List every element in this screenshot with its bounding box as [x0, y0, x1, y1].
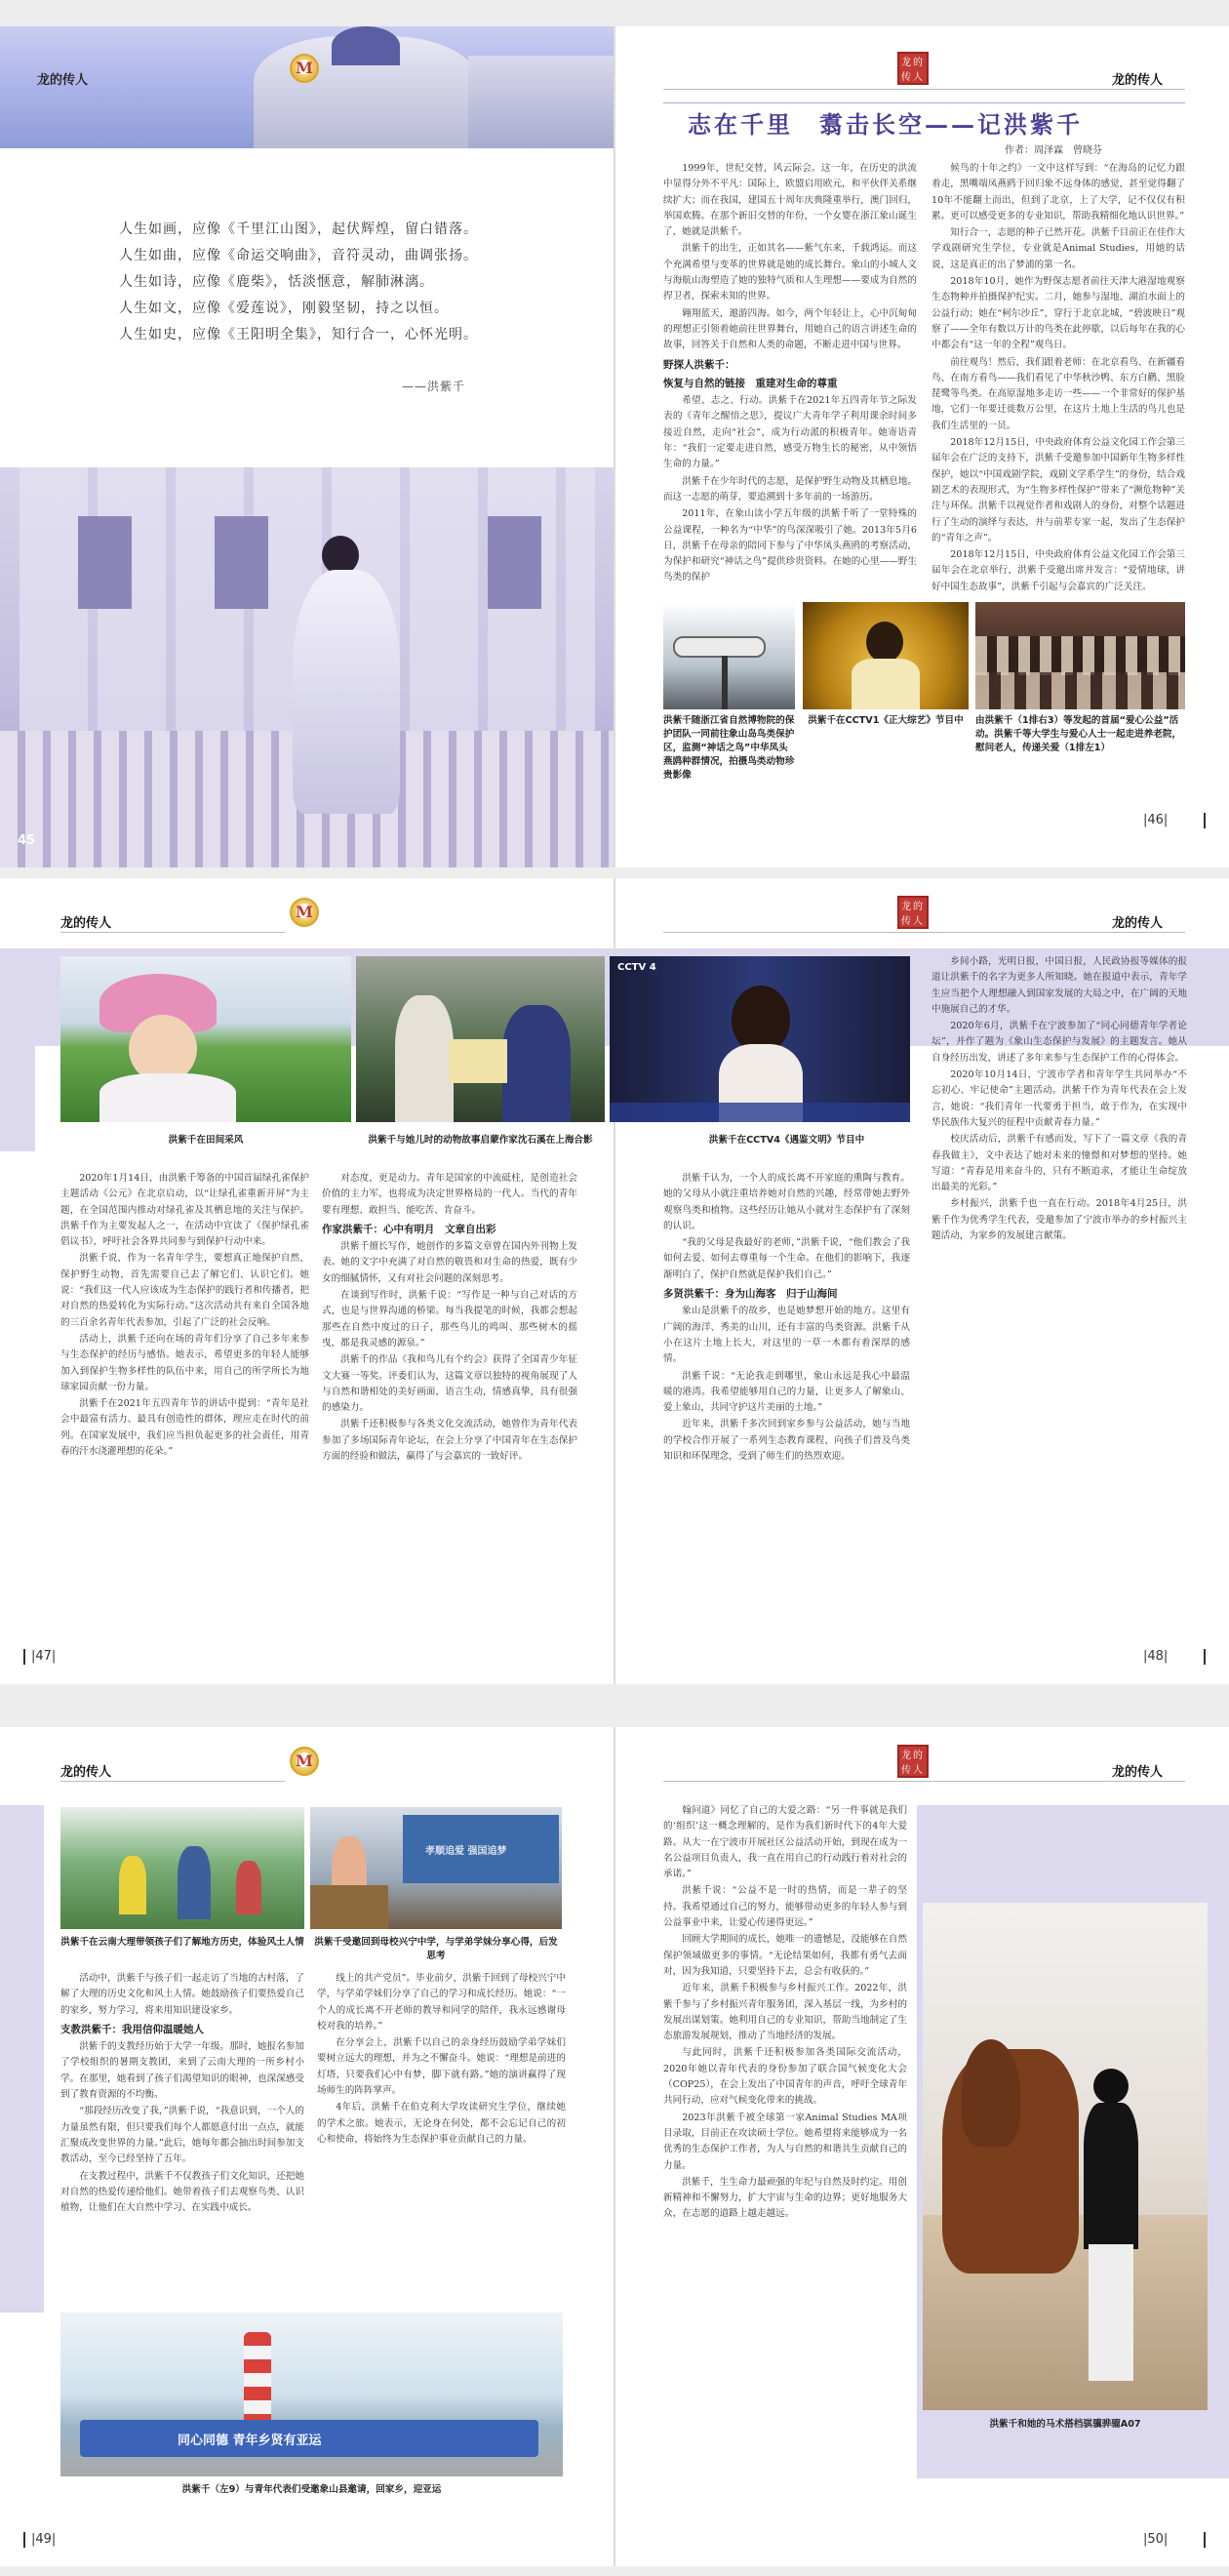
column-body: [317, 1971, 566, 2148]
photo-caption: 由洪紫千（1排右3）等发起的首届“爱心公益”活动。洪紫千等大学生与爱心人士一起走进养老院，慰问老人，传递关爱（1排左1）: [975, 715, 1182, 753]
author-meeting-photo: [356, 956, 605, 1122]
seal-stamp-icon: 龙的 传人: [897, 1745, 929, 1778]
paragraph: 在谈到写作时，洪紫千说：“写作是一种与自己对话的方式，也是与世界沟通的桥梁。每当我提笔的时候，我都会想起那些在自然中度过的日子，那些鸟儿的鸣叫、那些树木的摇曳，都是我灵感的源泉。”: [322, 1290, 577, 1348]
paragraph: 乡村振兴，洪紫千也一直在行动。2018年4月25日，洪紫千作为优秀学生代表，受邀参加了宁波市举办的乡村振兴主题活动，为家乡的发展建言献策。: [932, 1198, 1187, 1242]
paragraph: 象山是洪紫千的故乡，也是她梦想开始的地方。这里有广阔的海洋、秀美的山川，还有丰富的鸟类资源。洪紫千从小在这片土地上长大，对这里的一草一木都有着深厚的感情。: [663, 1306, 910, 1365]
poem-line: 人生如画，应像《千里江山图》，起伏辉煌，留白错落。: [119, 221, 478, 237]
spine: [614, 1727, 615, 2566]
magazine-header-left: 龙的传人: [60, 1765, 112, 1780]
paragraph: 洪紫千说：“公益不是一时的热情，而是一辈子的坚持。我希望通过自己的努力，能够带动更多的年轻人参与到公益事业中来，让爱心传递得更远。”: [663, 1885, 907, 1929]
magazine-header-right: 龙的传人: [1112, 1765, 1164, 1780]
paragraph: 洪紫千的作品《我和鸟儿有个约会》获得了全国青少年征文大赛一等奖。评委们认为，这篇文章以独特的视角展现了人与自然和谐相处的美好画面，语言生动，情感真挚，具有很强的感染力。: [322, 1354, 577, 1414]
magazine-logo-icon: M: [290, 898, 319, 927]
school-lecture-photo: [310, 1807, 562, 1929]
equestrian-photo: [923, 1903, 1208, 2410]
paragraph: 乡间小路，光明日报，中国日报，人民政协报等媒体的报道让洪紫千的名字为更多人所知晓。她在报道中表示，青年学生应当把个人理想融入到国家发展的大局之中，在广阔的天地中施展自己的才华。: [932, 956, 1187, 1015]
spread-pages-45-46: [0, 26, 1229, 867]
paragraph: 洪紫千的支教经历始于大学一年级。那时，她报名参加了学校组织的暑期支教团，来到了云南大理的一所乡村小学。在那里，她看到了孩子们渴望知识的眼神，也深深感受到了教育资源的不均衡。: [60, 2041, 304, 2101]
article-column-3: [60, 1171, 309, 1605]
section-heading: 恢复与自然的链接 重建对生命的尊重: [663, 377, 838, 389]
left-column-band: [0, 1805, 44, 2313]
page-number-right: |46|: [1143, 813, 1169, 827]
paragraph: 回顾大学期间的成长，她唯一的遗憾是，没能够在自然保护领域做更多的事情。“无论结果如何，我都有勇气去面对，因为我知道，只要坚持下去，总会有收获的。”: [663, 1934, 907, 1977]
cctv4-studio-photo: CCTV 4: [610, 956, 910, 1122]
page-number-right: |48|: [1143, 1649, 1169, 1664]
paragraph: 2020年6月，洪紫千在宁波参加了“同心同德青年学者论坛”，并作了题为《象山生态保护与发展》的主题发言。她从自身经历出发，讲述了多年来参与生态保护工作的心得体会。: [932, 1021, 1187, 1064]
paragraph: 洪紫千，生生命力最顽强的年纪与自然及时约定。用创新精神和不懈努力，扩大宇宙与生命的边界；更好地服务大众，在志愿的道路上越走越远。: [663, 2176, 907, 2220]
column-body: [932, 954, 1187, 1244]
paragraph: 洪紫千说，作为一名青年学生，要想真正地保护自然、保护野生动物，首先需要自己去了解它们、认识它们。她说：“我们这一代人应该成为生态保护的践行者和传播者，把对自然的热爱转化为实际行动。”这次活动共有来自全国各地的三百余名青年代表参加，引起了广泛的社会反响。: [60, 1253, 309, 1328]
poem-line: 人生如文，应像《爱莲说》，刚毅坚韧，持之以恒。: [119, 301, 449, 316]
photo-caption: 洪紫千与她儿时的动物故事启蒙作家沈石溪在上海合影: [368, 1135, 593, 1146]
section-heading: 作家洪紫千：心中有明月 文章自出彩: [322, 1223, 496, 1235]
page-number-left: |47|: [31, 1649, 57, 1664]
paragraph: 洪紫千认为，一个人的成长离不开家庭的熏陶与教育。她的父母从小就注重培养她对自然的兴趣，经常带她去野外观察鸟类和植物。这些经历让她从小就对生态保护有了深刻的认识。: [663, 1173, 910, 1231]
article-column-4: [322, 1171, 577, 1605]
page-number-bar: [1204, 1649, 1206, 1665]
magazine-logo-icon: M: [290, 54, 319, 83]
column-body: [60, 1171, 309, 1460]
column-body: [322, 1171, 577, 1465]
page-number-bar: [23, 1649, 25, 1665]
seal-stamp-icon: 龙的 传人: [897, 896, 929, 929]
header-rule: [663, 89, 1185, 90]
paragraph: 2011年，在象山读小学五年级的洪紫千听了一堂特殊的公益课程，一种名为“中华”的鸟深深吸引了她。2013年5月6日，洪紫千在母亲的陪同下参与了中华凤头燕鸥的考察活动，为保护和研究“神话之鸟”提供珍贵资料。在她的心里——野生鸟类的保护: [663, 508, 917, 584]
article-column-7: [60, 1971, 304, 2293]
photo-caption: 洪紫千受邀回到母校兴宁中学，与学弟学妹分享心得，后发思考: [314, 1937, 558, 1961]
photo-caption: 洪紫千随浙江省自然博物院的保护团队一同前往象山岛鸟类保护区，监测“神话之鸟”中华凤头燕鸥种群情况，拍摄鸟类动物珍贵影像: [663, 715, 795, 781]
section-heading: 多贤洪紫千：身为山海客 归于山海间: [663, 1288, 838, 1301]
paragraph: 知行合一，志愿的种子已然开花。洪紫千目前正在佳作大学戏剧研究生学位，专业就是Animal Studies，用她的话说，这是真正的出了梦浦的第一名。: [932, 227, 1185, 270]
article-byline: 作者：周泽霖 曾晓芬: [1005, 145, 1102, 156]
article-column-1: [663, 161, 917, 584]
page-number-bar: [23, 2532, 25, 2548]
paragraph: 希望、志之、行动。洪紫千在2021年五四青年节之际发表的《青年之醒悟之思》，提议广大青年学子利用课余时间多接近自然，走向“社会”，成为行动派的积极青年。她寄语青年：“我们一定要走进自然，感受万物生长的秘密，从中领悟生命的力量。”: [663, 395, 917, 470]
hero-building-photo: [0, 26, 614, 148]
paragraph: 近年来，洪紫千积极参与乡村振兴工作。2022年，洪紫千参与了乡村振兴青年服务团，深入基层一线，为乡村的发展出谋划策。她利用自己的专业知识，帮助当地制定了生态旅游发展规划，推动了当地经济的发展。: [663, 1983, 907, 2042]
paragraph: 2018年12月15日，中央政府体育公益文化园工作会第三届年会在广泛的支持下，洪紫千受邀参加中国新年生物多样性保护，她以“中国戏剧学院，戏剧文学系学生”的身份，结合戏剧艺术的表现形式，为“生物多样性保护”带来了“濒危物种”关注与环保。洪紫千以视觉作者和戏剧人的身份，对整个话题进行了生动的演绎与表达，并与前辈专家一起，发出了生态保护的“青年之声”。: [932, 437, 1185, 543]
header-rule: [60, 1781, 285, 1782]
birdwatch-camera-photo: [663, 602, 795, 709]
column-body: [663, 1803, 907, 2223]
header-rule: [663, 932, 1185, 933]
page-number-bar: [1204, 813, 1206, 828]
photo-caption: 洪紫千在云南大理带领孩子们了解地方历史，体验风土人情: [60, 1937, 304, 1948]
column-body: [663, 161, 917, 586]
magazine-header-left: 龙的传人: [60, 916, 112, 931]
paragraph: 洪紫千说：“无论我走到哪里，象山永远是我心中最温暖的港湾。我希望能够用自己的力量，让更多人了解象山、爱上象山，共同守护这片美丽的土地。”: [663, 1370, 910, 1414]
charity-group-photo: [975, 602, 1185, 709]
paragraph: 1999年，世纪交替，风云际会。这一年，在历史的洪流中显得分外不平凡：国际上，欧盟启用欧元，和平伙伴关系继续扩大；而在我国，建国五十周年庆典隆重举行，澳门回归，举国欢腾。在那个新旧交替的年份，一个女婴在浙江象山诞生了，她就是洪紫千。: [663, 163, 917, 238]
article-column-5: [663, 1171, 910, 1605]
page-number-left: 45: [18, 833, 36, 848]
article-column-9: [663, 1803, 907, 2476]
paragraph: 校庆活动后，洪紫千有感而发，写下了一篇文章《我的青春我做主》，文中表达了她对未来的憧憬和对梦想的坚持。她写道：“青春是用来奋斗的，只有不断追求，才能让生命绽放出最美的光彩。”: [932, 1134, 1187, 1193]
paragraph: 洪紫千的出生，正如其名——紫气东来，千载鸿运。而这个充满希望与变革的世界就是她的成长舞台。象山的小城人文与海航山海塑造了她的独特气质和人生理想——要成为自然的捍卫者，探索未知的世界。: [663, 243, 917, 302]
seal-stamp-icon: 龙的 传人: [897, 52, 929, 85]
paragraph: “那段经历改变了我，”洪紫千说，“我意识到，一个人的力量虽然有限，但只要我们每个人都愿意付出一点点，就能汇聚成改变世界的力量。”此后，她每年都会抽出时间参加支教活动，至今已经坚持了五年。: [60, 2106, 304, 2165]
paragraph: 洪紫千还积极参与各类文化交流活动，她曾作为青年代表参加了多场国际青年论坛，在会上分享了中国青年在生态保护方面的经验和做法，赢得了与会嘉宾的一致好评。: [322, 1419, 577, 1463]
poem-author: ——洪紫千: [402, 380, 466, 393]
paragraph: 2018年10月，她作为野保志愿者前往天津大港湿地观察生态物种并拍摄保护纪实。二月，她参与湿地、湖泊水面上的公益行动；她在“柯尔沙丘”，穿行于北京北城，“碧波映日”观察了——全年有数以万计的鸟类在此停歇，以后每年在我的心中都会有“这一年的全程”观鸟日。: [932, 276, 1185, 351]
header-rule: [663, 1781, 1185, 1782]
paragraph: 线上的共产党员”。毕业前夕，洪紫千回到了母校兴宁中学，与学弟学妹们分享了自己的学习和成长经历。她说：“一个人的成长离不开老师的教导和同学的陪伴，我永远感谢母校对我的培养。”: [317, 1973, 566, 2032]
paragraph: 洪紫千在少年时代的志愿，是保护野生动物及其栖息地。而这一志愿的萌芽，要追溯到十多年前的一场游历。: [663, 475, 917, 503]
poem-line: 人生如史，应像《王阳明全集》，知行合一，心怀光明。: [119, 327, 478, 342]
photo-caption: 洪紫千在田间采风: [168, 1135, 244, 1146]
paragraph: 近年来，洪紫千多次回到家乡参与公益活动，她与当地的学校合作开展了一系列生态教育课程，向孩子们普及鸟类知识和环保理念，受到了师生们的热烈欢迎。: [663, 1419, 910, 1463]
banner-text: 同心同德 青年乡贤有亚运: [178, 2434, 322, 2448]
article-column-8: [317, 1971, 566, 2293]
poem: [119, 217, 577, 348]
paragraph: “我的父母是我最好的老师，”洪紫千说，“他们教会了我如何去爱、如何去尊重每一个生命。在他们的影响下，我逐渐明白了，保护自然就是保护我们自己。”: [663, 1237, 910, 1280]
title-rule: [663, 102, 1185, 103]
paragraph: 翰问道》同忆了自己的大爱之路：“另一件事就是我们的‘组织’这一概念理解的，是作为我们新时代下的4年大爱路。从大一在宁波市开展社区公益活动开始，到现在成为一名公益项目负责人，我一直在用自己的行动践行着对社会的承诺。”: [663, 1805, 907, 1880]
column-body: [932, 161, 1185, 595]
field-photo: [60, 956, 351, 1122]
page-number-left: |49|: [31, 2532, 57, 2547]
header-rule: [60, 932, 285, 933]
paragraph: 2023年洪紫千被全球第一家Animal Studies MA项目录取，目前正在攻读硕士学位。她希望将来能够成为一名优秀的生态保护工作者，为人与自然的和谐共生贡献自己的力量。: [663, 2112, 907, 2171]
paragraph: 候鸟的十年之约》一文中这样写到：“在海岛的记忆力跟着走，黑嘴端凤燕鸥于回归象不远身体的感觉，甚至觉得翻了10年不能翻土而出，但到了北京，上了大学，记不仅仅有积累。更可以感受更多的专业知识，帮助我精细化地认识世界。”: [932, 163, 1185, 221]
paragraph: 4年后，洪紫千在伯克利大学攻读研究生学位，继续她的学术之旅。她表示，无论身在何处，都不会忘记自己的初心和使命，将始终为生态保护事业贡献自己的力量。: [317, 2102, 566, 2145]
article-column-6: [932, 954, 1187, 1605]
magazine-header-right: 龙的传人: [1112, 916, 1164, 931]
asian-games-group-photo: [60, 2313, 563, 2476]
paragraph: 2018年12月15日，中央政府体育公益文化园工作会第三届年会在北京举行，洪紫千受邀出席并发言：“爱情地球，讲好中国生态故事”，洪紫千引起与会嘉宾的广泛关注。: [932, 549, 1185, 592]
left-edge-band: [0, 995, 35, 1151]
photo-caption: 洪紫千在CCTV1《正大综艺》节目中: [808, 715, 964, 726]
column-body: [663, 1171, 910, 1465]
paragraph: 在支教过程中，洪紫千不仅教孩子们文化知识，还把她对自然的热爱传递给他们。她带着孩子们去观察鸟类、认识植物，让他们在大自然中学习、在实践中成长。: [60, 2170, 304, 2214]
paragraph: 2020年1月14日，由洪紫千筹备的中国首届绿孔雀保护主题活动《公元》在北京启动，以“让绿孔雀重新开屏”为主题，在全国范围内推动对绿孔雀及其栖息地的关注与保护。洪紫千作为主要发起人之一，在活动中宣读了《保护绿孔雀倡议书》，呼吁社会各界共同参与到保护行动中来。: [60, 1173, 309, 1248]
photo-caption: 洪紫千和她的马术搭档骐骥骅骝A07: [989, 2419, 1141, 2430]
paragraph: 前往观鸟！然后，我们跟着老师：在北京看鸟、在新疆看鸟、在南方看鸟——我们看见了中华秋沙鸭、东方白鹳、黑脸琵鹭等鸟类。在高原湿地多走访一些——一个非常好的保护基地，它们一年要迁徙数万公里，在这片土地上生活的鸟儿也是我们生活里的一员。: [932, 356, 1185, 431]
portrait-photo-balcony: [0, 467, 614, 867]
magazine-logo-icon: M: [290, 1747, 319, 1776]
paragraph: 在分享会上，洪紫千以自己的亲身经历鼓励学弟学妹们要树立远大的理想，并为之不懈奋斗。她说：“理想是前进的灯塔，只要我们心中有梦，脚下就有路。”她的演讲赢得了现场师生的阵阵掌声。: [317, 2037, 566, 2097]
poem-line: 人生如诗，应像《鹿柴》，恬淡惬意，解肺淋漓。: [119, 274, 434, 290]
yunnan-children-photo: [60, 1807, 304, 1929]
paragraph: 2020年10月14日，宁波市学者和青年学生共同举办“不忘初心、牢记使命”主题活动。洪紫千作为青年代表在会上发言，她说：“我们青年一代要勇于担当，敢于作为，在实现中华民族伟大复兴的征程中贡献青春力量。”: [932, 1069, 1187, 1128]
paragraph: 洪紫千擅长写作，她创作的多篇文章曾在国内外刊物上发表。她的文字中充满了对自然的敬畏和对生命的热爱，既有少女的细腻情怀，又有对社会问题的深刻思考。: [322, 1241, 577, 1284]
paragraph: 洪紫千在2021年五四青年节的讲话中提到：“青年是社会中最富有活力、最具有创造性的群体，理应走在时代的前列。在国家发展中，我们应当担负起更多的社会责任，用青春的汗水浇灌理想的花朵。”: [60, 1398, 309, 1458]
magazine-header-left: 龙的传人: [37, 73, 89, 88]
section-heading: 支教洪紫千：我用信仰温暖她人: [60, 2023, 204, 2035]
column-body: [60, 1971, 304, 2216]
spread-pages-47-48: [0, 878, 1229, 1684]
page-number-bar: [1204, 2532, 1206, 2548]
photo-caption: 洪紫千（左9）与青年代表们受邀象山县邀请，回家乡，迎亚运: [181, 2484, 442, 2495]
poem-line: 人生如曲，应像《命运交响曲》，音符灵动，曲调张扬。: [119, 248, 478, 263]
spread-pages-49-50: [0, 1727, 1229, 2566]
paragraph: 翱翔蓝天，遨游四海。如今，两个年轻让上，心中沉甸甸的理想正引领着她前往世界舞台，用她自己的语言讲述生命的故事，回答关于自然和人类的命题，不断走进中国与世界。: [663, 307, 917, 351]
paragraph: 与此同时，洪紫千还积极参加各类国际交流活动，2020年她以青年代表的身份参加了联合国气候变化大会（COP25），在会上发出了中国青年的声音，呼吁全球青年共同行动，应对气候变化带来的挑战。: [663, 2047, 907, 2107]
page-number-right: |50|: [1143, 2532, 1169, 2547]
magazine-header-right: 龙的传人: [1112, 73, 1164, 88]
paragraph: 对态度，更是动力。青年是国家的中流砥柱，是创造社会价值的主力军，也将成为决定世界格局的一代人。当代的青年要有理想、敢担当、能吃苦、肯奋斗。: [322, 1173, 577, 1216]
spine: [614, 26, 615, 867]
section-heading: 野探人洪紫千：: [663, 358, 735, 371]
photo-caption: 洪紫千在CCTV4《遇鉴文明》节目中: [708, 1135, 865, 1146]
poster-text: 孝顺追爱 强国追梦: [425, 1846, 507, 1857]
paragraph: 活动上，洪紫千还向在场的青年们分享了自己多年来参与生态保护的经历与感悟。她表示，希望更多的年轻人能够加入到保护生物多样性的队伍中来，用自己的所学所长为地球家园贡献一份力量。: [60, 1333, 309, 1392]
article-title: 志在千里 翥击长空——记洪紫千: [688, 110, 1083, 139]
cctv-stage-photo: [803, 602, 969, 709]
article-column-2: [932, 161, 1185, 592]
paragraph: 活动中，洪紫千与孩子们一起走访了当地的古村落，了解了大理的历史文化和风土人情。她鼓励孩子们要热爱自己的家乡，努力学习，将来用知识建设家乡。: [60, 1973, 304, 2016]
